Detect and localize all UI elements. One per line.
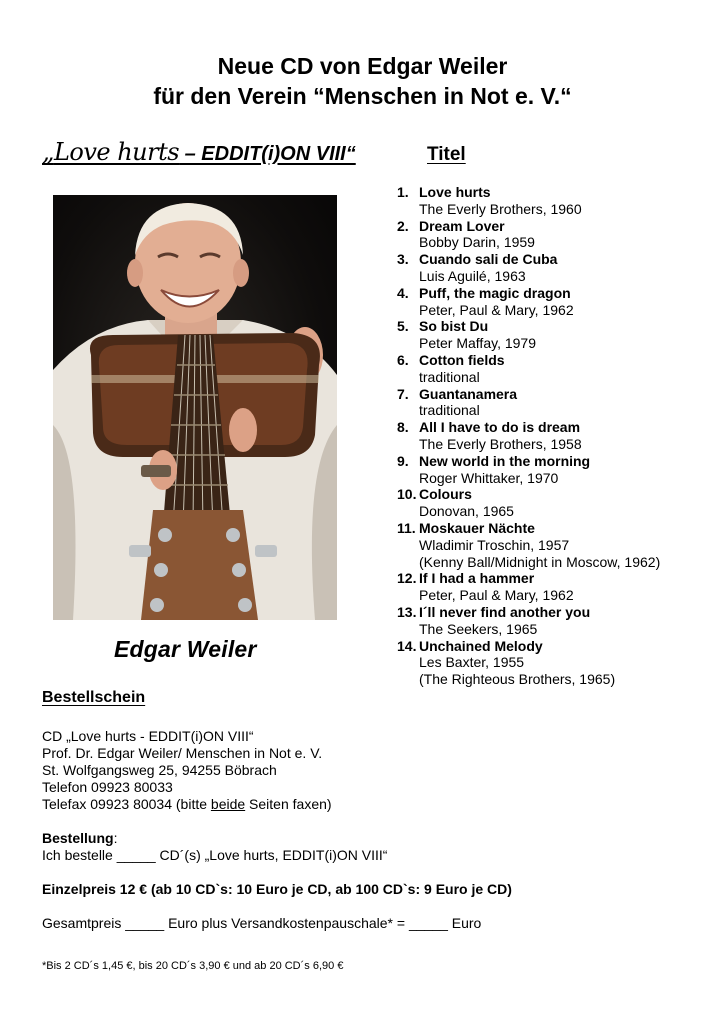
track-artist-info: Wladimir Troschin, 1957 xyxy=(419,536,570,553)
track-title: If I had a hammer xyxy=(419,570,535,587)
bestellung-label: Bestellung xyxy=(42,830,114,846)
track-title: So bist Du xyxy=(419,318,489,335)
track-title: I´ll never find another you xyxy=(419,603,591,620)
track-item xyxy=(397,486,717,520)
address-line: CD „Love hurts - EDDIT(i)ON VIII“ xyxy=(42,728,254,744)
track-body xyxy=(419,184,582,218)
track-item xyxy=(397,386,717,420)
track-title: Unchained Melody xyxy=(419,637,543,654)
track-item xyxy=(397,184,717,218)
track-title: Cotton fields xyxy=(419,351,505,368)
album-title-rest: – EDDIT(i)ON VIII“ xyxy=(179,143,356,165)
track-artist-info: The Everly Brothers, 1960 xyxy=(419,200,582,217)
track-title: Colours xyxy=(419,486,472,503)
track-artist-info: Roger Whittaker, 1970 xyxy=(419,469,559,486)
track-item xyxy=(397,520,717,570)
track-item xyxy=(397,453,717,487)
order-form-heading: Bestellschein xyxy=(42,689,146,706)
track-number: 5. xyxy=(397,318,409,335)
order-form xyxy=(42,689,702,932)
fax-prefix: Telefax 09923 80034 (bitte xyxy=(42,796,211,812)
track-number: 6. xyxy=(397,351,409,368)
track-item xyxy=(397,285,717,319)
track-artist-info: Peter Maffay, 1979 xyxy=(419,335,536,352)
bestellung-colon: : xyxy=(113,830,118,846)
track-body xyxy=(419,318,536,352)
track-artist-info: (The Righteous Brothers, 1965) xyxy=(419,671,616,688)
shipping-footnote: *Bis 2 CD´s 1,45 €, bis 20 CD´s 3,90 € und ab 20 CD´s 6,90 € xyxy=(42,960,344,972)
track-artist-info: traditional xyxy=(419,402,480,419)
track-title: Dream Lover xyxy=(419,217,505,234)
page-title-line-2: für den Verein “Menschen in Not e. V.“ xyxy=(153,83,572,109)
track-artist-info: traditional xyxy=(419,368,480,385)
track-item xyxy=(397,638,717,688)
order-quantity-line: Ich bestelle _____ CD´(s) „Love hurts, EDDIT(i)ON VIII“ xyxy=(42,847,388,863)
tracklist-heading: Titel xyxy=(427,144,466,165)
track-number: 14. xyxy=(397,637,417,654)
track-body xyxy=(419,218,535,252)
track-title: Guantanamera xyxy=(419,385,518,402)
track-item xyxy=(397,218,717,252)
track-artist-info: The Seekers, 1965 xyxy=(419,620,538,637)
track-body xyxy=(419,520,660,570)
track-item xyxy=(397,604,717,638)
track-body xyxy=(419,486,514,520)
phone-line: Telefon 09923 80033 xyxy=(42,779,173,795)
track-number: 1. xyxy=(397,184,409,200)
album-title-open-quote: „ xyxy=(42,138,54,166)
address-line: Prof. Dr. Edgar Weiler/ Menschen in Not e. V. xyxy=(42,745,323,761)
track-item xyxy=(397,570,717,604)
track-number: 9. xyxy=(397,452,409,469)
track-body xyxy=(419,604,590,638)
track-number: 4. xyxy=(397,284,409,301)
track-number: 11. xyxy=(397,519,416,536)
track-title: Love hurts xyxy=(419,184,491,200)
address-line: St. Wolfgangsweg 25, 94255 Böbrach xyxy=(42,762,277,778)
track-number: 2. xyxy=(397,217,409,234)
track-number: 13. xyxy=(397,603,417,620)
track-artist-info: Peter, Paul & Mary, 1962 xyxy=(419,587,574,604)
track-title: Puff, the magic dragon xyxy=(419,284,571,301)
track-body xyxy=(419,419,582,453)
fax-suffix: Seiten faxen) xyxy=(245,796,332,812)
track-title: New world in the morning xyxy=(419,452,591,469)
fax-line xyxy=(42,796,702,813)
track-number: 8. xyxy=(397,419,409,436)
price-line: Einzelpreis 12 € (ab 10 CD`s: 10 Euro je CD, ab 100 CD`s: 9 Euro je CD) xyxy=(42,881,512,897)
track-artist-info: The Everly Brothers, 1958 xyxy=(419,435,582,452)
artist-photo xyxy=(53,195,337,620)
track-artist-info: Les Baxter, 1955 xyxy=(419,654,525,671)
track-body xyxy=(419,638,615,688)
track-artist-info: Peter, Paul & Mary, 1962 xyxy=(419,301,574,318)
track-artist-info: Bobby Darin, 1959 xyxy=(419,234,535,251)
bestellung-heading xyxy=(42,830,702,847)
track-list xyxy=(397,184,717,688)
album-title-script: Love hurts xyxy=(53,138,180,166)
track-number: 12. xyxy=(397,570,417,587)
track-artist-info: Luis Aguilé, 1963 xyxy=(419,267,526,284)
page-title-line-1: Neue CD von Edgar Weiler xyxy=(217,53,508,79)
track-number: 3. xyxy=(397,251,409,268)
track-item xyxy=(397,318,717,352)
track-body xyxy=(419,570,574,604)
track-body xyxy=(419,285,574,319)
track-item xyxy=(397,352,717,386)
track-title: Cuando sali de Cuba xyxy=(419,251,558,268)
track-body xyxy=(419,251,557,285)
track-artist-info: Donovan, 1965 xyxy=(419,503,514,520)
track-body xyxy=(419,453,590,487)
total-line: Gesamtpreis _____ Euro plus Versandkostenpauschale* = _____ Euro xyxy=(42,915,482,931)
track-title: Moskauer Nächte xyxy=(419,519,535,536)
artist-name: Edgar Weiler xyxy=(114,636,257,662)
track-number: 10. xyxy=(397,486,417,503)
track-body xyxy=(419,386,517,420)
fax-underlined: beide xyxy=(210,796,246,812)
track-artist-info: (Kenny Ball/Midnight in Moscow, 1962) xyxy=(419,553,661,570)
track-number: 7. xyxy=(397,385,409,402)
track-item xyxy=(397,419,717,453)
track-title: All I have to do is dream xyxy=(419,419,581,436)
track-body xyxy=(419,352,505,386)
track-item xyxy=(397,251,717,285)
album-title xyxy=(42,138,356,166)
